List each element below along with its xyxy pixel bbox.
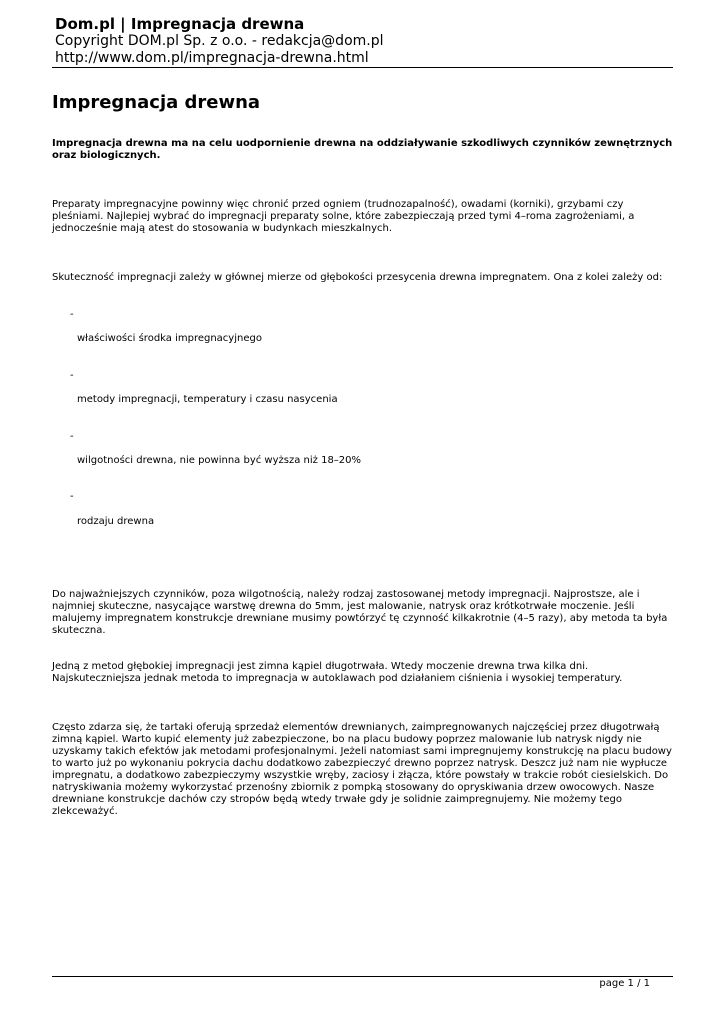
list-item: rodzaju drewna xyxy=(77,516,155,527)
paragraph-4: Jedną z metod głębokiej impregnacji jest zimna kąpiel długotrwała. Wtedy moczenie drewna trwa kilka dni. Najskuteczniejsza jednak metoda to impregnacja w autoklawach pod działaniem ciśnienia i wysokiej temperatury. xyxy=(52,661,623,684)
footer-divider xyxy=(52,976,673,977)
header-divider xyxy=(52,67,673,68)
page-header xyxy=(55,15,673,67)
article-lead: Impregnacja drewna ma na celu uodpornienie drewna na oddziaływanie szkodliwych czynników zewnętrznych oraz biologicznych. xyxy=(52,138,673,161)
article-title: Impregnacja drewna xyxy=(52,92,261,113)
site-title: Dom.pl | Impregnacja drewna xyxy=(55,15,305,33)
paragraph-3: Do najważniejszych czynników, poza wilgotnością, należy rodzaj zastosowanej metody impregnacji. Najprostsze, ale i najmniej skuteczne, nasycające warstwę drewna do 5mm, jest malowanie, natrysk oraz krótkotrwałe moczenie. Jeśli malujemy impregnatem konstrukcje drewniane musimy powtórzyć tę czynność kilkakrotnie (4–5 razy), aby metoda ta była skuteczna. xyxy=(52,589,668,636)
copyright-line: Copyright DOM.pl Sp. z o.o. - redakcja@dom.pl xyxy=(55,33,384,49)
list-marker: - xyxy=(70,431,74,442)
paragraph-1: Preparaty impregnacyjne powinny więc chronić przed ogniem (trudnozapalność), owadami (korniki), grzybami czy pleśniami. Najlepiej wybrać do impregnacji preparaty solne, które zabezpieczają przed tymi 4–roma zagrożeniami, a jednocześnie mają atest do stosowania w budynkach mieszkalnych. xyxy=(52,199,635,234)
paragraph-5: Często zdarza się, że tartaki oferują sprzedaż elementów drewnianych, zaimpregnowanych najczęściej przez długotrwałą zimną kąpiel. Warto kupić elementy już zabezpieczone, bo na placu budowy poprzez malowanie lub natrysk nigdy nie uzyskamy takich efektów jak metodami profesjonalnymi. Jeżeli natomiast sami impregnujemy konstrukcję na placu budowy to warto już po wykonaniu pokrycia dachu dodatkowo zabezpieczyć drewno poprzez natrysk. Deszcz już nam nie wypłucze impregnatu, a dodatkowo zabezpieczymy wszystkie wręby, zaciosy i złącza, które powstały w trakcie robót ciesielskich. Do natryskiwania możemy wykorzystać przenośny zbiornik z pompką stosowany do opryskiwania drzew owocowych. Nasze drewniane konstrukcje dachów czy stropów będą wtedy trwałe gdy je solidnie zaimpregnujemy. Nie możemy tego zlekceważyć. xyxy=(52,722,672,817)
paragraph-2: Skuteczność impregnacji zależy w głównej mierze od głębokości przesycenia drewna impregnatem. Ona z kolei zależy od: xyxy=(52,272,663,283)
page-number: page 1 / 1 xyxy=(599,978,650,989)
list-item: wilgotności drewna, nie powinna być wyższa niż 18–20% xyxy=(77,455,362,466)
list-marker: - xyxy=(70,491,74,502)
list-marker: - xyxy=(70,309,74,320)
list-item: właściwości środka impregnacyjnego xyxy=(77,333,262,344)
list-item: metody impregnacji, temperatury i czasu nasycenia xyxy=(77,394,338,405)
list-marker: - xyxy=(70,370,74,381)
source-url: http://www.dom.pl/impregnacja-drewna.html xyxy=(55,50,369,66)
